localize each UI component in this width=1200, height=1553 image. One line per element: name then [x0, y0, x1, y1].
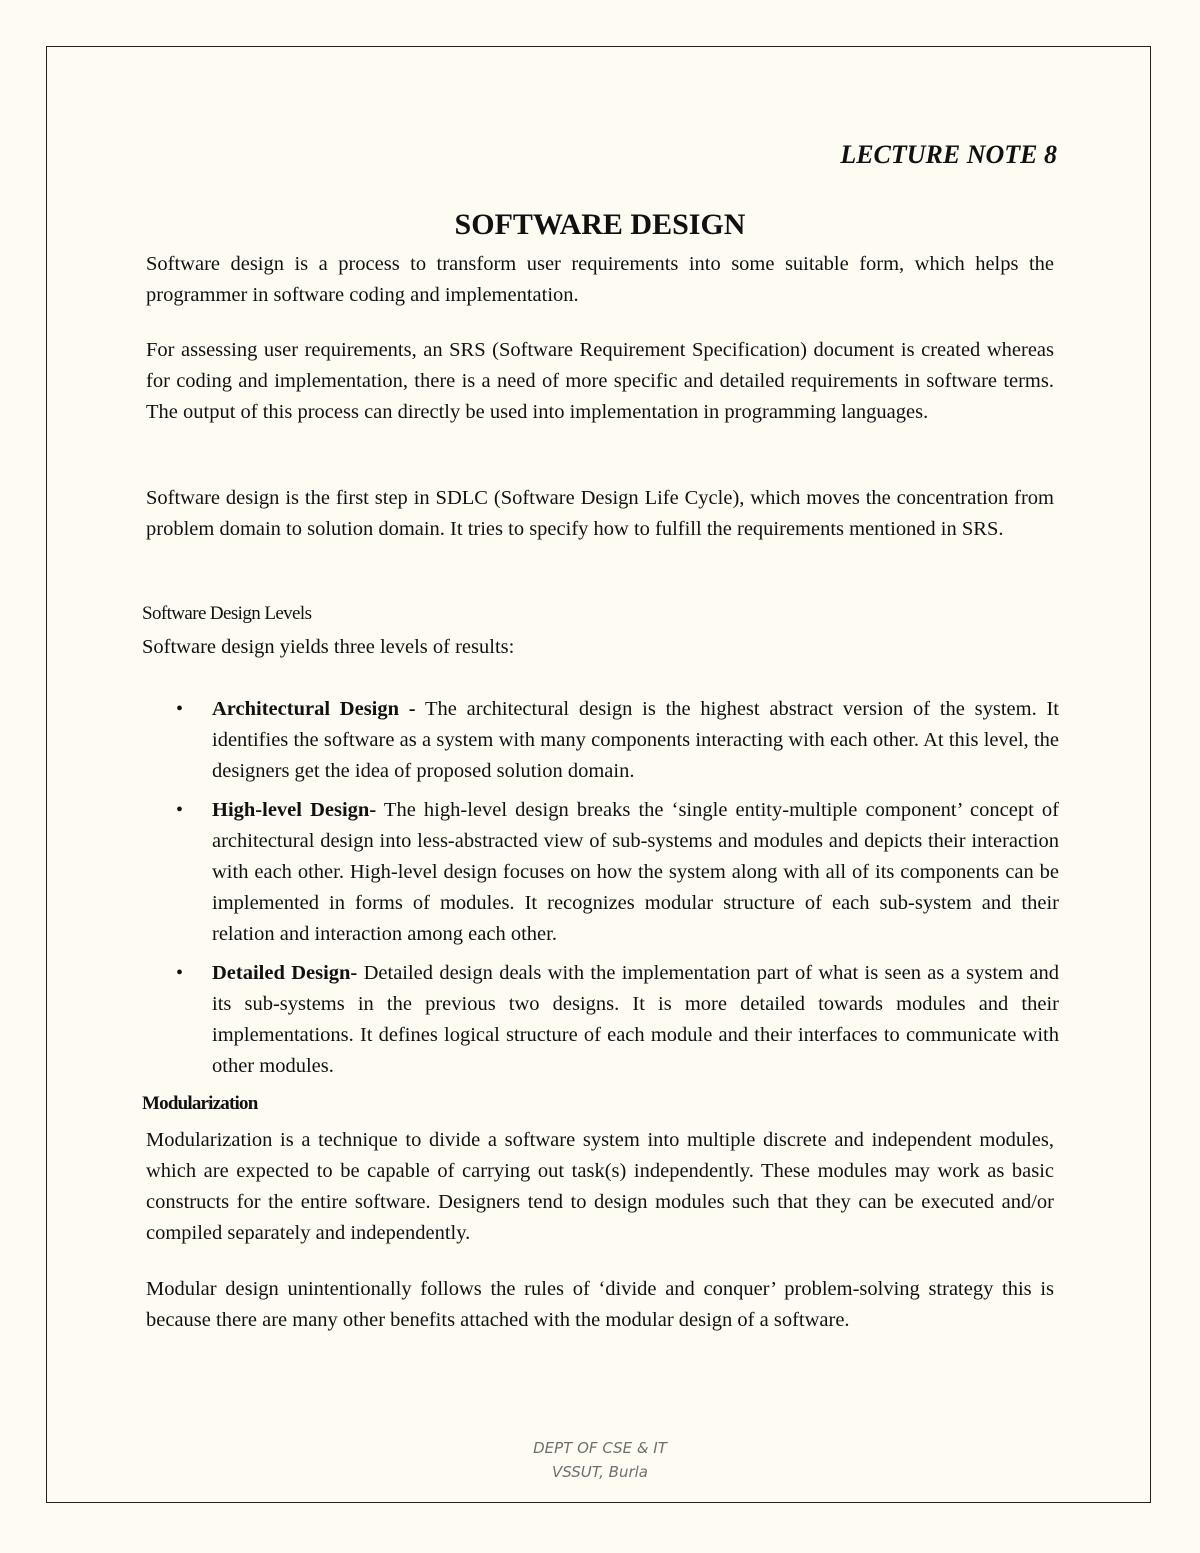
list-item [176, 958, 1059, 1083]
bullet-icon: • [176, 961, 184, 984]
bullet-icon: • [176, 798, 184, 821]
footer-institute: VSSUT, Burla [552, 1463, 648, 1481]
level-text: Detailed design deals with the implementation part of what is seen as a system and its sub-systems in the previous two designs. It is more detailed towards modules and their implementations. It defines logical structure of each module and their interfaces to communicate with other modules. [212, 961, 1059, 1078]
list-item [176, 795, 1059, 951]
level-term: Architectural Design - [212, 698, 416, 720]
level-text: The high-level design breaks the ‘single entity-multiple component’ concept of architectural design into less-abstracted view of sub-systems and modules and depicts their interaction with each other. High-level design focuses on how the system along with all of its components can be implemented in forms of modules. It recognizes modular structure of each sub-system and their relation and interaction among each other. [212, 798, 1059, 946]
intro-paragraph-3: Software design is the first step in SDLC (Software Design Life Cycle), which moves the concentration from problem domain to solution domain. It tries to specify how to fulfill the requirements mentioned in SRS. [146, 487, 1054, 540]
design-levels-list [176, 694, 1059, 1089]
modularization-paragraph-2: Modular design unintentionally follows the rules of ‘divide and conquer’ problem-solving strategy this is because there are many other benefits attached with the modular design of a software. [146, 1278, 1054, 1331]
intro-paragraph-1: Software design is a process to transform user requirements into some suitable form, which helps the programmer in software coding and implementation. [146, 253, 1054, 306]
level-text: The architectural design is the highest abstract version of the system. It identifies the software as a system with many components interacting with each other. At this level, the designers get the idea of proposed solution domain. [212, 698, 1059, 783]
page-title: SOFTWARE DESIGN [454, 208, 746, 241]
levels-heading: Software Design Levels [142, 603, 312, 624]
footer-dept: DEPT OF CSE & IT [533, 1439, 667, 1457]
levels-intro: Software design yields three levels of results: [142, 636, 515, 658]
list-item [176, 694, 1059, 788]
level-term: Detailed Design- [212, 961, 358, 984]
lecture-note-label: LECTURE NOTE 8 [840, 140, 1057, 169]
modularization-heading: Modularization [142, 1093, 258, 1114]
intro-paragraph-2: For assessing user requirements, an SRS (Software Requirement Specification) document is created whereas for coding and implementation, there is a need of more specific and detailed requirements in software terms. The output of this process can directly be used into implementation in programming languages. [146, 339, 1054, 423]
modularization-paragraph-1: Modularization is a technique to divide a software system into multiple discrete and independent modules, which are expected to be capable of carrying out task(s) independently. These modules may work as basic constructs for the entire software. Designers tend to design modules such that they can be executed and/or compiled separately and independently. [146, 1129, 1054, 1244]
level-term: High-level Design- [212, 798, 377, 821]
bullet-icon: • [176, 698, 184, 720]
